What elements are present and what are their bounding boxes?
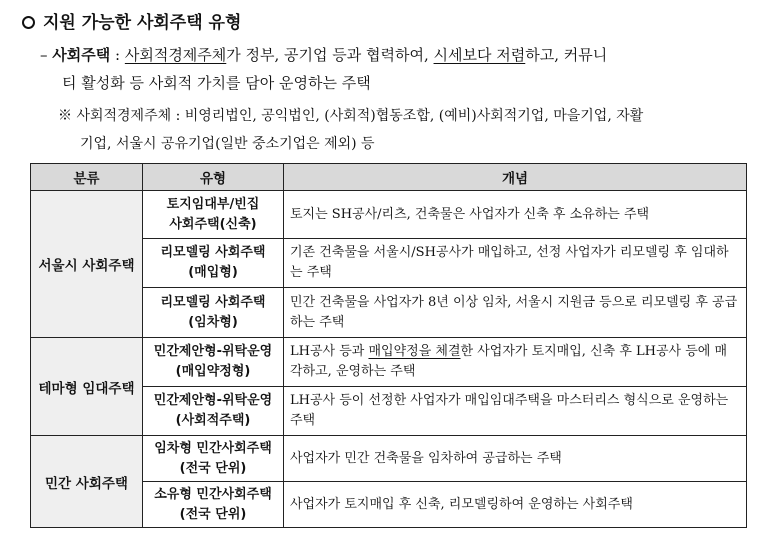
underlined-phrase: 매입약정을 체결 <box>368 344 461 359</box>
category-cell: 서울시 사회주택 <box>31 191 143 338</box>
concept-cell: LH공사 등과 매입약정을 체결한 사업자가 토지매입, 신축 후 LH공사 등에 매각하고, 운영하는 주택 <box>284 338 747 387</box>
table-header-row <box>31 164 747 191</box>
type-cell: 리모델링 사회주택 (매입형) <box>143 239 284 288</box>
definition-entity: 사회적경제주체 <box>124 46 227 64</box>
type-cell: 민간제안형-위탁운영 (사회적주택) <box>143 387 284 436</box>
type-cell: 소유형 민간사회주택 (전국 단위) <box>143 482 284 528</box>
section-heading <box>22 8 241 33</box>
header-type: 유형 <box>143 164 284 191</box>
dash-bullet: – <box>40 46 53 64</box>
type-cell: 민간제안형-위탁운영 (매입약정형) <box>143 338 284 387</box>
category-cell: 테마형 임대주택 <box>31 338 143 436</box>
header-category: 분류 <box>31 164 143 191</box>
concept-cell: 민간 건축물을 사업자가 8년 이상 임차, 서울시 지원금 등으로 리모델링 후 공급하는 주택 <box>284 288 747 338</box>
definition-line-2: 티 활성화 등 사회적 가치를 담아 운영하는 주택 <box>62 74 371 92</box>
definition-term: 사회주택 <box>52 46 111 64</box>
definition-line-1: – 사회주택 : 사회적경제주체가 정부, 공기업 등과 협력하여, 시세보다 저렴하고, 커뮤니 <box>40 46 608 64</box>
note-line-1: ※ 사회적경제주체 : 비영리법인, 공익법인, (사회적)협동조합, (예비)사회적기업, 마을기업, 자활 <box>58 108 644 124</box>
definition-underlined-phrase: 시세보다 저렴 <box>433 46 526 64</box>
concept-cell: 사업자가 민간 건축물을 임차하여 공급하는 주택 <box>284 436 747 482</box>
category-cell: 민간 사회주택 <box>31 436 143 528</box>
type-cell: 임차형 민간사회주택 (전국 단위) <box>143 436 284 482</box>
type-cell: 토지임대부/빈집 사회주택(신축) <box>143 191 284 239</box>
table-row <box>31 436 747 482</box>
housing-type-table <box>30 163 747 528</box>
header-concept: 개념 <box>284 164 747 191</box>
heading-text: 지원 가능한 사회주택 유형 <box>43 13 242 33</box>
concept-cell: 토지는 SH공사/리츠, 건축물은 사업자가 신축 후 소유하는 주택 <box>284 191 747 239</box>
type-cell: 리모델링 사회주택 (임차형) <box>143 288 284 338</box>
table-row <box>31 338 747 387</box>
circle-bullet-icon <box>22 16 35 29</box>
concept-cell: LH공사 등이 선정한 사업자가 매입임대주택을 마스터리스 형식으로 운영하는 주택 <box>284 387 747 436</box>
note-line-2: 기업, 서울시 공유기업(일반 중소기업은 제외) 등 <box>80 136 375 152</box>
concept-cell: 기존 건축물을 서울시/SH공사가 매입하고, 선정 사업자가 리모델링 후 임대하는 주택 <box>284 239 747 288</box>
table-row <box>31 191 747 239</box>
concept-cell: 사업자가 토지매입 후 신축, 리모델링하여 운영하는 사회주택 <box>284 482 747 528</box>
